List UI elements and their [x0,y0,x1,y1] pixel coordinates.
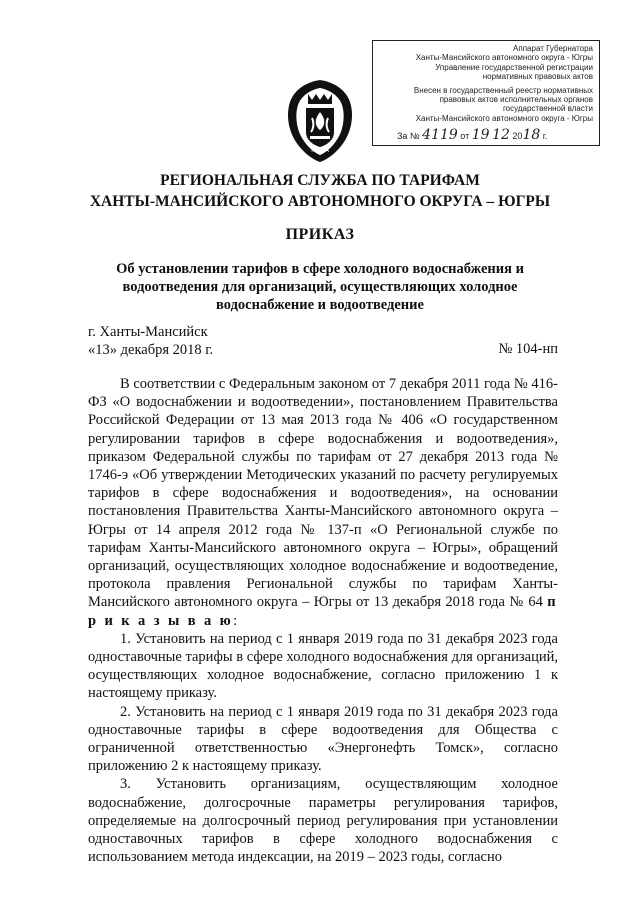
organization-title-line1: РЕГИОНАЛЬНАЯ СЛУЖБА ПО ТАРИФАМ [160,172,480,189]
stamp-line: правовых актов исполнительных органов [439,95,593,105]
stamp-reg-suffix: г. [542,130,548,141]
document-date: «13» декабря 2018 г. [88,342,214,358]
organization-title-line2: ХАНТЫ-МАНСИЙСКОГО АВТОНОМНОГО ОКРУГА – ЮГРЫ [89,193,551,210]
stamp-reg-year-prefix: 20 [512,130,523,141]
stamp-line: нормативных правовых актов [482,72,593,82]
subject-line3: водоснабжение и водоотведение [216,297,424,313]
organization-title [60,170,580,212]
stamp-reg-number: 4119 [422,126,458,143]
preamble-text: В соответствии с Федеральным законом от 7 декабря 2011 года № 416-ФЗ «О водоснабжении и водоотведении», постановлением Правительства Российской Федерации от 13 мая 2013 года № 406 «О государственном регулировании тарифов в сфере водоснабжения и водоотведения», приказом Федеральной службы по тарифам от 27 декабря 2013 года № 1746-э «Об утверждении Методических указаний по расчету регулируемых тарифов в сфере водоснабжения и водоотведения», на основании постановления Правительства Ханты-Мансийского автономного округа – Югры от 14 апреля 2012 года № 137-п «О Региональной службе по тарифам Ханты-Мансийского автономного округа – Югры», обращений организаций, осуществляющих холодное водоснабжение и водоотведение, протокола правления Региональной службы по тарифам Ханты-Мансийского автономного округа – Югры от 13 декабря 2018 года № 64 [88,376,558,611]
coat-of-arms-icon [284,78,356,162]
stamp-line: Аппарат Губернатора [513,44,593,53]
document-body [88,375,558,866]
stamp-reg-from: от [460,130,470,141]
stamp-reg-prefix: За № [397,130,420,141]
city: г. Ханты-Мансийск [88,324,208,340]
stamp-line: Ханты-Мансийского автономного округа - Югры [415,53,593,63]
order-item-3: 3. Установить организациям, осуществляющим холодное водоснабжение, долгосрочные параметры регулирования тарифов, определяемые на долгосрочный период регулирования при установлении одноставочных тарифов в сфере холодного водоснабжения с использованием метода индексации, на 2019 – 2023 годы, согласно [88,776,558,866]
document-subject [60,260,580,314]
order-word: п р и к а з ы в а ю [88,594,559,629]
stamp-line: государственной власти [502,104,593,114]
stamp-line: Внесен в государственный реестр нормативных [413,85,593,95]
emblem-label: ЮГРА [311,147,329,154]
document-number: № 104-нп [498,341,558,357]
stamp-registration-number [397,126,548,143]
stamp-reg-month: 12 [492,126,510,143]
subject-line1: Об установлении тарифов в сфере холодного водоснабжения и [116,261,524,277]
order-item-2: 2. Установить на период с 1 января 2019 года по 31 декабря 2023 года одноставочные тарифы в сфере водоотведения для Общества с ограниченной ответственностью «Энергонефть Томск», согласно приложению 2 к настоящему приказу. [88,703,558,775]
order-item-1: 1. Установить на период с 1 января 2019 года по 31 декабря 2023 года одноставочные тарифы в сфере холодного водоснабжения для организаций, осуществляющих холодное водоснабжение, согласно приложению 1 к настоящему приказу. [88,630,558,702]
stamp-line: Ханты-Мансийского автономного округа - Югры [415,113,593,123]
order-colon: : [233,612,238,629]
preamble-paragraph [88,375,558,630]
subject-line2: водоотведения для организаций, осуществляющих холодное [122,279,518,295]
registration-stamp [372,40,600,146]
stamp-line: Управление государственной регистрации [435,62,593,72]
document-type: ПРИКАЗ [285,226,355,243]
stamp-reg-day: 19 [471,126,490,143]
stamp-reg-year-suffix: 18 [522,126,541,143]
place-and-date [88,323,213,359]
